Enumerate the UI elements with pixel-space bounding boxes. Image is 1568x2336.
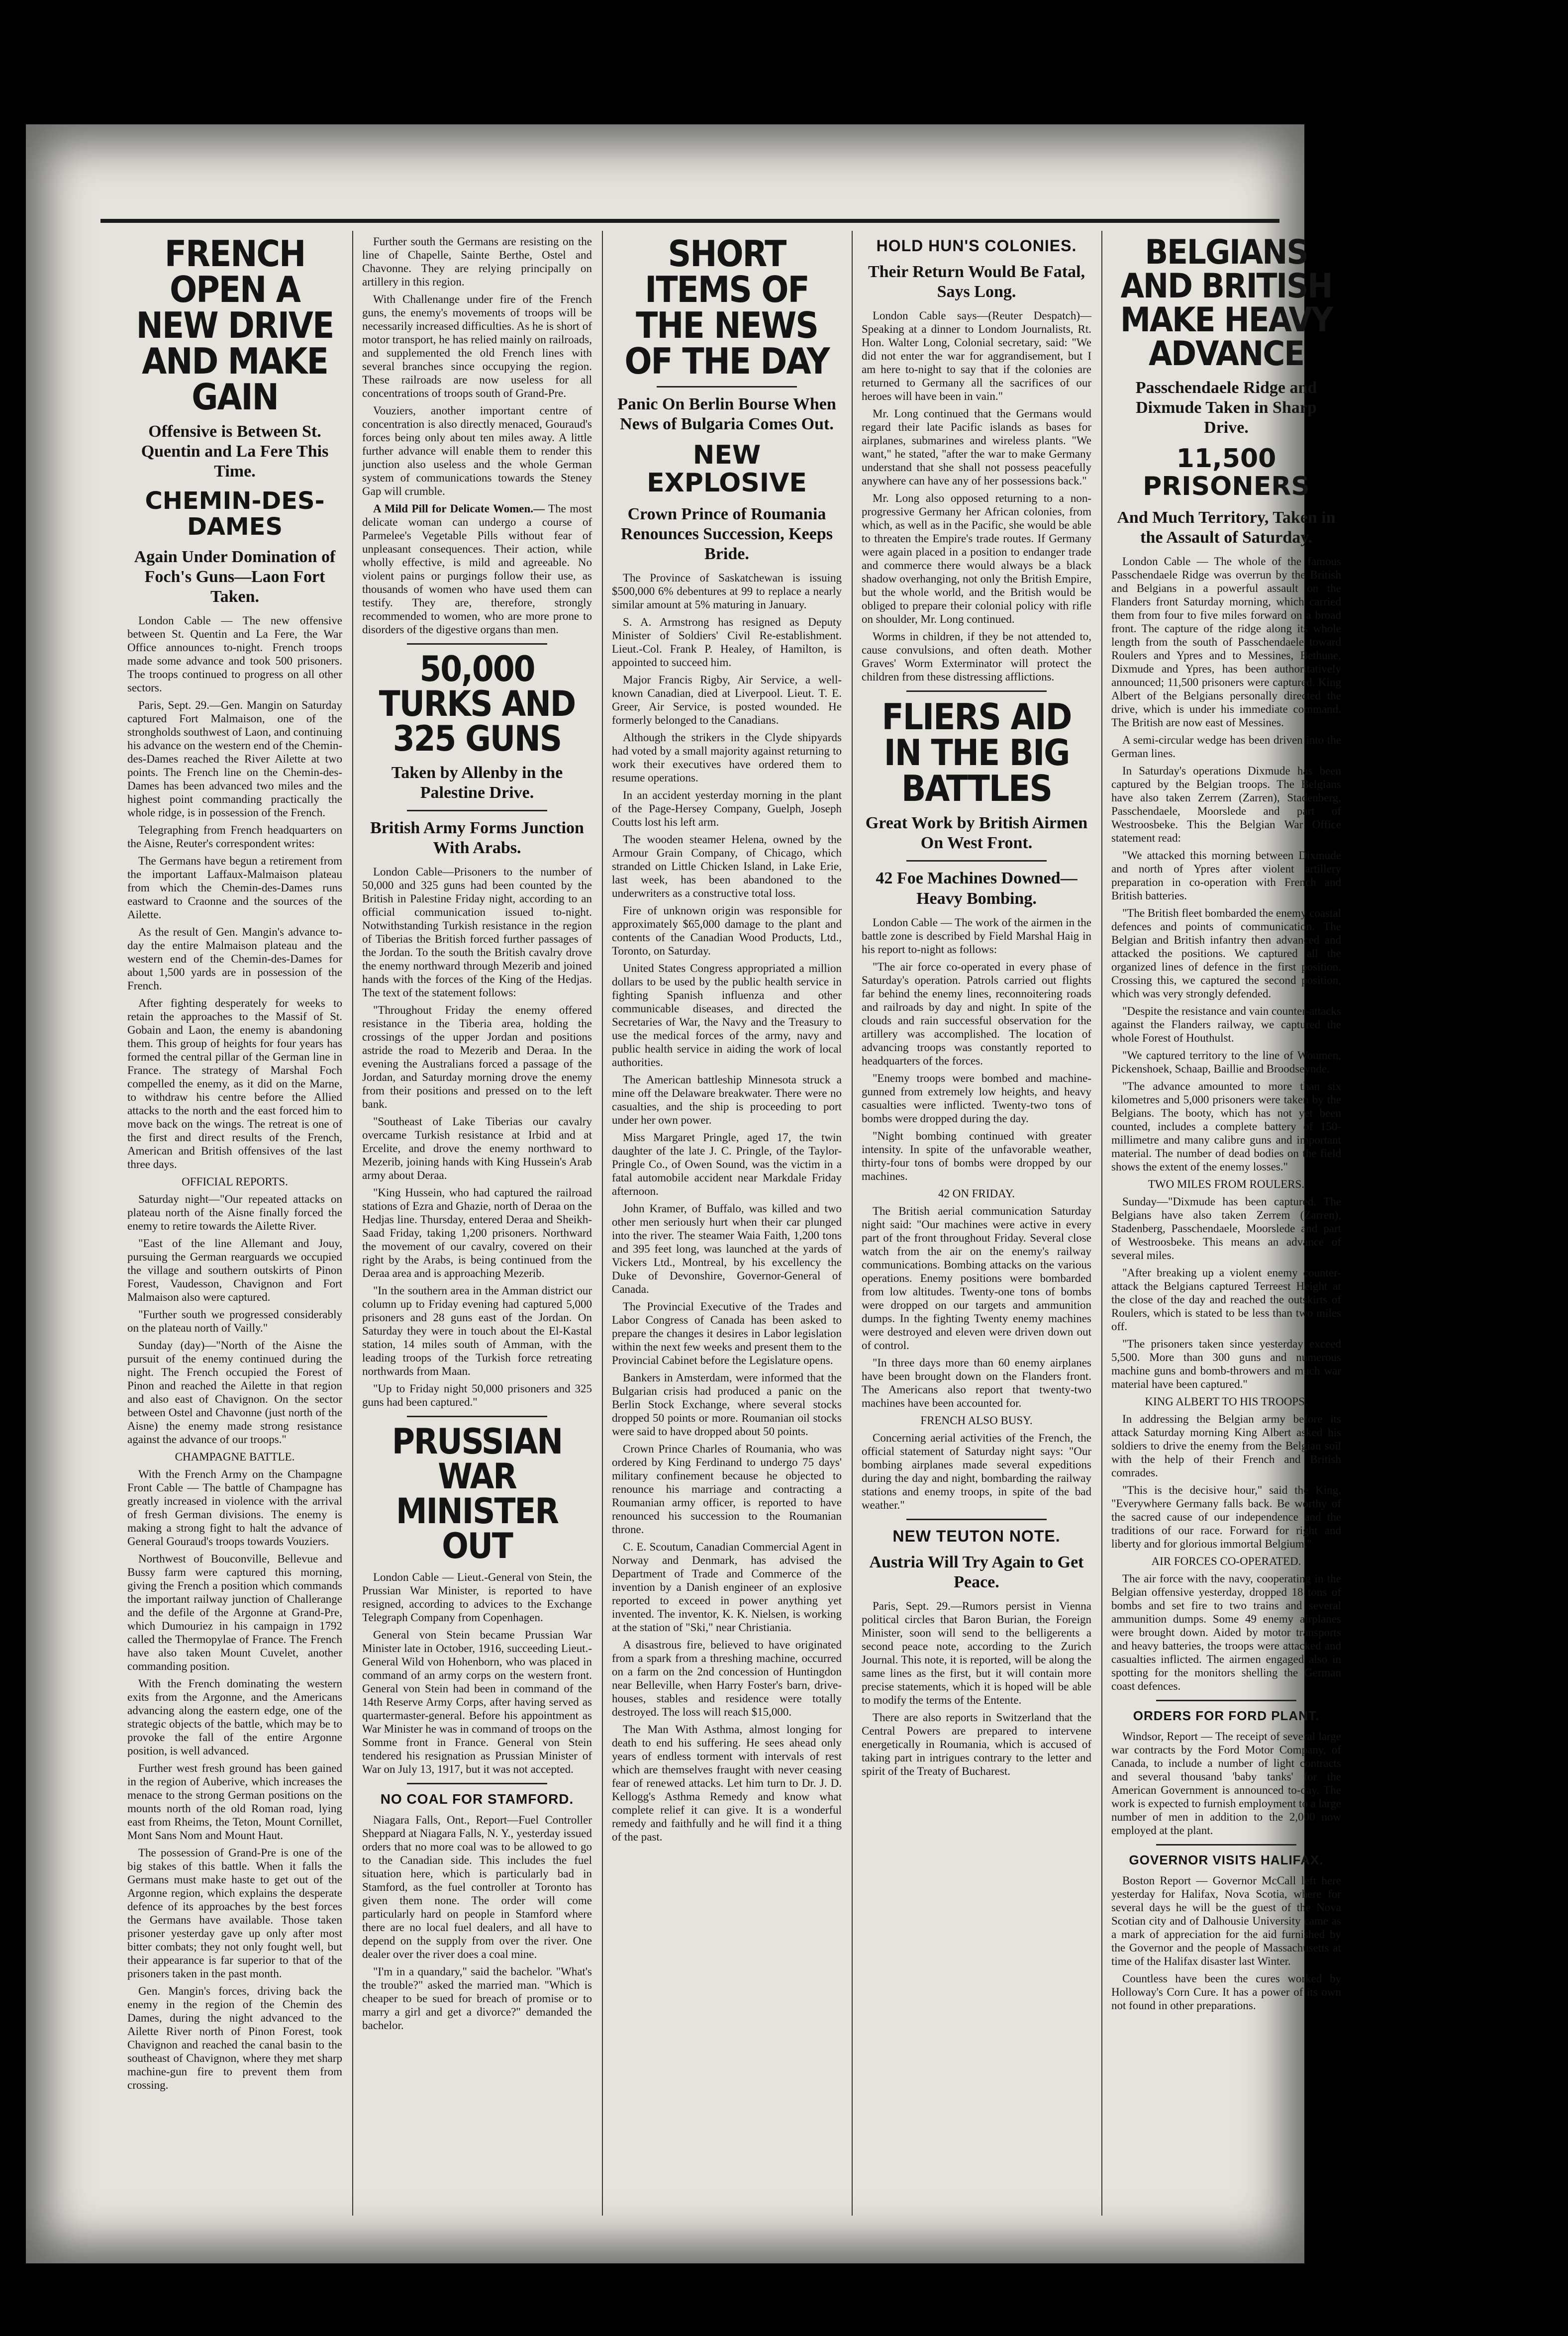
article-paragraph: London Cable says—(Reuter Despatch)—Speaking at a dinner to Londom Journalists, Rt. Hon. Walter Long, Colonial secretary, said: "We did not enter the war for aggrandisement, but I am here to-night to say that if the colonies are returned to Germany all the sacrifices of our heroes will have been in vain." bbox=[862, 309, 1091, 403]
article-paragraph: London Cable—Prisoners to the number of 50,000 and 325 guns had been counted by the British in Palestine Friday night, according to an official communication issued to-night. Notwithstanding Turkish resistance in the region of Tiberias the British forced further passages of the Jordan. To the south the British cavalry drove the enemy northward through Mezerib and joined hands with the forces of the King of the Hedjas. The text of the statement follows: bbox=[362, 866, 592, 999]
subhead-chemin: CHEMIN-DES-DAMES bbox=[145, 487, 325, 541]
deck-colonies: Their Return Would Be Fatal, Says Long. bbox=[868, 263, 1085, 301]
article-paragraph: Sunday—"Dixmude has been captured. The Belgians have also taken Zerrem (Zarren), Stadenberg, Passchendaele, Moorslede and part of Westroosbeke. This means an advance of several miles. bbox=[1111, 1195, 1341, 1262]
article-paragraph: The Man With Asthma, almost longing for death to end his suffering. He sees ahead only years of endless torment with intervals of rest which are themselves fraught with never ceasing fear of renewed attacks. Let him turn to Dr. J. D. Kellogg's Asthma Remedy and know what complete relief it can give. It is a wonderful remedy and faithfully and he will find it a thing of the past. bbox=[612, 1723, 842, 1843]
article-paragraph: London Cable — The work of the airmen in the battle zone is described by Field Marshal Haig in his report to-night as follows: bbox=[862, 916, 1091, 956]
subhead-ford: ORDERS FOR FORD PLANT. bbox=[1133, 1708, 1320, 1723]
ad-parmelee bbox=[362, 502, 592, 636]
article-paragraph: Paris, Sept. 29.—Rumors persist in Vienna political circles that Baron Burian, the Foreign Minister, soon will send to the belligerents a second peace note, according to the Zurich Journal. This note, it is reported, will be along the same lines as the first, but it will contain more precise statements, which it is hoped will be able to modify the terms of the Entente. bbox=[862, 1599, 1091, 1706]
divider bbox=[1156, 1844, 1296, 1846]
body-teuton bbox=[860, 1599, 1093, 1778]
body-short-items bbox=[610, 571, 844, 1844]
headline-fliers: FLIERS AID IN THE BIG BATTLES bbox=[882, 696, 1072, 810]
column-1 bbox=[125, 231, 344, 2216]
column-rule-1 bbox=[352, 231, 353, 2216]
ad-parmelee-title: A Mild Pill for Delicate Women.— bbox=[373, 502, 545, 515]
top-rule bbox=[100, 219, 1279, 223]
column-5 bbox=[1109, 231, 1343, 2216]
deck-fliers-2: 42 Foe Machines Downed—Heavy Bombing. bbox=[876, 869, 1078, 908]
headline-belgians: BELGIANS AND BRITISH MAKE HEAVY ADVANCE bbox=[1120, 233, 1333, 374]
article-paragraph: "This is the decisive hour," said the King. "Everywhere Germany falls back. Be worthy of the sacred cause of our independence and the traditions of our race. Forward for right and liberty and for glorious immortal Belgium." bbox=[1111, 1483, 1341, 1550]
article-paragraph: The American battleship Minnesota struck a mine off the Delaware breakwater. There were no casualties, and the ship is proceeding to port under her own power. bbox=[612, 1073, 842, 1126]
article-paragraph: With Challenange under fire of the French guns, the enemy's movements of troops will be necessarily increased difficulties. As he is short of motor transport, he has relied mainly on railroads, and supplemented the old French lines with several branches since occupying the region. These railroads are now useless for all concentrations of troops south of Grand-Pre. bbox=[362, 293, 592, 399]
article-paragraph: London Cable — Lieut.-General von Stein, the Prussian War Minister, is reported to have resigned, according to advices to the Exchange Telegraph Company from Copenhagen. bbox=[362, 1571, 592, 1624]
article-paragraph: John Kramer, of Buffalo, was killed and two other men seriously hurt when their car plunged into the river. The steamer Waia Faith, 1,200 tons and 395 feet long, was launched at the yards of Vickers Ltd., Montreal, by his excellency the Duke of Devonshire, Governor-General of Canada. bbox=[612, 1202, 842, 1295]
deck-turks-2: British Army Forms Junction With Arabs. bbox=[370, 819, 584, 858]
newspaper-page bbox=[26, 124, 1342, 2263]
article-paragraph: The Province of Saskatchewan is issuing $500,000 6% debentures at 99 to replace a nearly similar amount at 5% maturing in January. bbox=[612, 571, 842, 611]
article-paragraph: Miss Margaret Pringle, aged 17, the twin daughter of the late J. C. Pringle, of the Taylor-Pringle Co., of Owen Sound, was the victim in a fatal automobile accident near Markdale Friday afternoon. bbox=[612, 1131, 842, 1197]
article-paragraph: "Up to Friday night 50,000 prisoners and 325 guns had been captured." bbox=[362, 1382, 592, 1409]
divider bbox=[906, 690, 1047, 692]
deck-french-2: Again Under Domination of Foch's Guns—Laon Fort Taken. bbox=[134, 547, 336, 606]
headline-french-drive: FRENCH OPEN A NEW DRIVE AND MAKE GAIN bbox=[136, 233, 334, 418]
headline-prussian: PRUSSIAN WAR MINISTER OUT bbox=[392, 1421, 563, 1567]
article-paragraph: The Provincial Executive of the Trades and Labor Congress of Canada has been asked to prepare the changes it desires in Labor legislation within the next few weeks and present them to the Provincial Cabinet before the Legislature opens. bbox=[612, 1300, 842, 1366]
deck-roumania: Crown Prince of Roumania Renounces Succession, Keeps Bride. bbox=[621, 504, 833, 563]
article-paragraph: In Saturday's operations Dixmude has been captured by the Belgian troops. The Belgians have also taken Zerrem (Zarren), Stadenberg, Passchendaele, Moorslede and part of Westroosbeke. This the Belgian War Office statement read: bbox=[1111, 764, 1341, 844]
article-paragraph: "In the southern area in the Amman district our column up to Friday evening had captured 5,000 prisoners and 28 guns east of the Jordan. On Saturday they were in touch about the El-Kastal station, 14 miles south of Amman, with the leading troops of the Turkish force retreating northwards from Maan. bbox=[362, 1284, 592, 1378]
article-paragraph: "The advance amounted to more than six kilometres and 5,000 prisoners were taken by the Belgians. The booty, which has not yet been counted, includes a complete battery of 150-millimetre and many calibre guns and important material. The number of dead bodies on the field shows the extent of the enemy losses." bbox=[1111, 1079, 1341, 1173]
article-paragraph: Boston Report — Governor McCall left here yesterday for Halifax, Nova Scotia, where for several days he will be the guest of the Nova Scotian city and of Dalhousie University came as a mark of appreciation for the aid furnished by the Governor and the people of Massachusetts at time of the Halifax disaster last Winter. bbox=[1111, 1874, 1341, 1967]
article-paragraph: Telegraphing from French headquarters on the Aisne, Reuter's correspondent writes: bbox=[127, 824, 342, 850]
deck-fliers-1: Great Work by British Airmen On West Front. bbox=[865, 814, 1088, 853]
article-paragraph: The Germans have begun a retirement from the important Laffaux-Malmaison plateau from which the Chemin-des-Dames runs eastward to Craonne and the sources of the Ailette. bbox=[127, 855, 342, 921]
divider bbox=[657, 386, 797, 388]
body-col2-top bbox=[360, 235, 594, 498]
article-paragraph: Windsor, Report — The receipt of several large war contracts by the Ford Motor Company, of Canada, to include a number of light contracts and several thousand 'baby tanks' for the American Government is announced to-day. The work is expected to furnish employment to a large number of men in addition to the 2,000 now employed at the plant. bbox=[1111, 1730, 1342, 1837]
article-paragraph: In addressing the Belgian army before its attack Saturday morning King Albert asked his soldiers to drive the enemy from the Belgian soil with the help of their French and British comrades. bbox=[1111, 1412, 1341, 1479]
article-paragraph: Although the strikers in the Clyde shipyards had voted by a small majority against returning to work their executives have ordered them to resume operations. bbox=[612, 731, 842, 784]
article-paragraph: A semi-circular wedge has been driven into the German lines. bbox=[1111, 733, 1341, 760]
body-halifax bbox=[1109, 1874, 1343, 2012]
ad-parmelee-text: The most delicate woman can undergo a course of Parmelee's Vegetable Pills without fear of unpleasant consequences. Their action, while wholly effective, is mild and agreeable. No violent pains or purgings follow their use, as thousands of women who have used them can testify. They are, therefore, strongly recommended to women, who are more prone to disorders of the digestive organs than men. bbox=[362, 502, 592, 636]
article-paragraph: "In three days more than 60 enemy airplanes have been brought down on the Flanders front. The Americans also report that twenty-two machines have been accounted for. bbox=[862, 1356, 1091, 1409]
deck-french-1: Offensive is Between St. Quentin and La Fere This Time. bbox=[141, 422, 329, 481]
article-paragraph: Niagara Falls, Ont., Report—Fuel Controller Sheppard at Niagara Falls, N. Y., yesterday issued orders that no more coal was to be allowed to go to the Canadian side. This includes the fuel situation here, which is particularly bad in Stamford, as the fuel controller at Toronto has given them none. The order will come particularly hard on people in Stamford where there are no local fuel dealers, and all have to depend on the supply from over the river. One dealer over the river does a coal mine. bbox=[362, 1814, 592, 1961]
article-paragraph: "Throughout Friday the enemy offered resistance in the Tiberia area, holding the crossings of the upper Jordan and positions astride the road to Mezerib and Deraa. In the evening the Australians forced a passage of the Jordan, and Saturday morning drove the enemy from their positions and pressed on to the left bank. bbox=[362, 1004, 592, 1111]
column-3 bbox=[610, 231, 844, 2216]
column-2 bbox=[360, 231, 594, 2216]
article-paragraph: TWO MILES FROM ROULERS. bbox=[1148, 1177, 1305, 1190]
subhead-explosive: NEW EXPLOSIVE bbox=[647, 440, 807, 498]
article-paragraph: Concerning aerial activities of the French, the official statement of Saturday night says: "Our bombing airplanes made several expeditions during the day and night, bombarding the railway stations and enemy troops, in spite of the bad weather." bbox=[862, 1431, 1091, 1511]
article-paragraph: "Enemy troops were bombed and machine-gunned from extremely low heights, and heavy casualties were inflicted. Twenty-two tons of bombs were dropped during the day. bbox=[862, 1071, 1091, 1125]
article-paragraph: London Cable — The new offensive between St. Quentin and La Fere, the War Office announces to-night. French troops made some advance and took 500 prisoners. The troops continued to progress on all other sectors. bbox=[127, 614, 342, 694]
article-paragraph: OFFICIAL REPORTS. bbox=[182, 1175, 288, 1188]
body-fliers bbox=[860, 916, 1093, 1512]
article-paragraph: "Night bombing continued with greater intensity. In spite of the unfavorable weather, thirty-four tons of bombs were dropped by our machines. bbox=[862, 1129, 1091, 1182]
subhead-halifax: GOVERNOR VISITS HALIFAX. bbox=[1129, 1852, 1324, 1867]
article-paragraph: S. A. Armstrong has resigned as Deputy Minister of Soldiers' Civil Re-establishment. Lieut.-Col. Frank P. Healey, of Hamilton, is appointed to succeed him. bbox=[612, 615, 842, 669]
body-french bbox=[125, 614, 344, 2092]
article-paragraph: Vouziers, another important centre of concentration is also directly menaced, Gouraud's forces being only about ten miles away. A little further advance will enable them to render this junction also useless and the whole German system of communications towards the Steney Gap will crumble. bbox=[362, 404, 592, 497]
article-paragraph: The wooden steamer Helena, owned by the Armour Grain Company, of Chicago, which stranded on Little Chicken Island, in Lake Erie, last week, has been abandoned to the underwriters as a constructive total loss. bbox=[612, 833, 842, 899]
article-paragraph: Mr. Long also opposed returning to a non-progressive Germany her African colonies, from which, as well as in the Pacific, she would be able to threaten the Empire's trade routes. If Germany were again placed in a position to endanger trade and commerce there would always be a black shadow overhanging, not only the British Empire, but the whole world, and the British would be obliged to prepare their colonial policy with rifle on shoulder, Mr. Long continued. bbox=[862, 492, 1091, 626]
article-paragraph: Further south the Germans are resisting on the line of Chapelle, Sainte Berthe, Ostel and Chavonne. They are relying principally on artillery in this region. bbox=[362, 235, 592, 288]
article-paragraph: "We attacked this morning between Dixmude and north of Ypres after violent artillery preparation in co-operation with French and British batteries. bbox=[1111, 849, 1341, 902]
article-paragraph: Major Francis Rigby, Air Service, a well-known Canadian, died at Liverpool. Lieut. T. E. Greer, Air Service, is posted wounded. He formerly belonged to the Canadians. bbox=[612, 673, 842, 726]
column-4 bbox=[860, 231, 1093, 2216]
divider bbox=[906, 1519, 1047, 1520]
article-paragraph: There are also reports in Switzerland that the Central Powers are prepared to intervene energetically in Roumania, which is accused of taking part in intrigues contrary to the letter and spirit of the Treaty of Bucharest. bbox=[862, 1711, 1091, 1777]
article-paragraph: General von Stein became Prussian War Minister late in October, 1916, succeeding Lieut.-General Wild von Hohenborn, who was placed in command of an army corps on the western front. General von Stein had been in command of the 14th Reserve Army Corps, after having served as quartermaster-general. Before his appointment as War Minister he was in command of troops on the Somme front in France. General von Stein tendered his resignation as Prussian Minister of War on July 13, 1917, but it was not accepted. bbox=[362, 1629, 592, 1776]
article-paragraph: Gen. Mangin's forces, driving back the enemy in the region of the Chemin des Dames, during the night advanced to the Ailette River north of Pinon Forest, took Chavignon and reached the canal basin to the southeast of Chavignon, where they met sharp machine-gun fire to prevent them from crossing. bbox=[127, 1985, 342, 2092]
column-rule-4 bbox=[1101, 231, 1102, 2216]
article-paragraph: London Cable — The whole of the famous Passchendaele Ridge was overrun by the British and Belgians in a powerful assault on the Flanders front Saturday morning, which carried them from four to five miles forward on a broad front. The capture of the ridge along its whole length from the south of Passchendaele toward Roulers and Ypres and to Messines, Bethune, Dixmude and Ypres, has been authoritatively announced; 11,500 prisoners were captured. King Albert of the Belgians personally directed the drive, which is under his immediate command. The British are now east of Messines. bbox=[1111, 555, 1341, 729]
headline-short-items: SHORT ITEMS OF THE NEWS OF THE DAY bbox=[624, 233, 829, 382]
article-paragraph: CHAMPAGNE BATTLE. bbox=[175, 1451, 295, 1463]
body-colonies bbox=[860, 309, 1093, 683]
article-paragraph: "After breaking up a violent enemy counter-attack the Belgians captured Terreest Height at the close of the day and reached the outskirts of Roulers, which is stated to be less than two miles off. bbox=[1111, 1266, 1341, 1333]
divider bbox=[407, 1416, 547, 1417]
article-paragraph: C. E. Scoutum, Canadian Commercial Agent in Norway and Denmark, has advised the Department of Trade and Commerce of the invention by a Danish engineer of an explosive reported to exceed in power anything yet invented. The inventor, K. K. Nielsen, is working at the station of "Ski," near Christiania. bbox=[612, 1540, 842, 1634]
article-paragraph: FRENCH ALSO BUSY. bbox=[920, 1414, 1033, 1427]
divider bbox=[1156, 1700, 1296, 1701]
article-paragraph: Mr. Long continued that the Germans would regard their late Pacific islands as bases for airplanes, submarines and wireless plants. "We want," he stated, "after the war to make Germany understand that she shall not possess peacefully anywhere can have any of her possessions back." bbox=[862, 407, 1091, 487]
article-paragraph: As the result of Gen. Mangin's advance to-day the entire Malmaison plateau and the western end of the Chemin-des-Dames for about 1,500 yards are in possession of the French. bbox=[127, 926, 342, 992]
article-paragraph: "The prisoners taken since yesterday exceed 5,500. More than 300 guns and numerous machine guns and bomb-throwers and much war material have been captured." bbox=[1111, 1337, 1341, 1390]
subhead-stamford: NO COAL FOR STAMFORD. bbox=[380, 1791, 574, 1807]
divider bbox=[906, 860, 1047, 862]
deck-teuton: Austria Will Try Again to Get Peace. bbox=[869, 1553, 1084, 1591]
body-turks bbox=[360, 865, 594, 1409]
headline-turks: 50,000 TURKS AND 325 GUNS bbox=[379, 649, 576, 759]
article-paragraph: Fire of unknown origin was responsible for approximately $65,000 damage to the plant and contents of the Canadian Wood Products, Ltd., Toronto, on Saturday. bbox=[612, 904, 842, 957]
article-paragraph: Countless have been the cures worked by Holloway's Corn Cure. It has a power of its own not found in other preparations. bbox=[1111, 1972, 1341, 2012]
divider bbox=[407, 643, 547, 645]
column-rule-3 bbox=[852, 231, 853, 2216]
article-paragraph: "I'm in a quandary," said the bachelor. "What's the trouble?" asked the married man. "Which is cheaper to be sued for breach of promise or to marry a girl and get a divorce?" demanded the bachelor. bbox=[362, 1965, 592, 2032]
body-stamford bbox=[360, 1813, 594, 2032]
article-paragraph: With the French Army on the Champagne Front Cable — The battle of Champagne has greatly increased in violence with the arrival of fresh German divisions. The enemy is making a strong fight to halt the advance of General Gouraud's troops towards Vouziers. bbox=[127, 1468, 342, 1548]
article-paragraph: Northwest of Bouconville, Bellevue and Bussy farm were captured this morning, giving the French a position which commands the important railway junction of Challerange and the defile of the Argonne at Grand-Pre, which Dumouriez in his campaign in 1792 called the Thermopylae of France. The French have also taken Mount Cuvelet, another commanding position. bbox=[127, 1553, 342, 1673]
article-paragraph: Saturday night—"Our repeated attacks on plateau north of the Aisne finally forced the enemy to retire towards the Ailette River. bbox=[127, 1193, 342, 1233]
article-paragraph: KING ALBERT TO HIS TROOPS. bbox=[1145, 1395, 1308, 1408]
deck-berlin: Panic On Berlin Bourse When News of Bulgaria Comes Out. bbox=[617, 395, 836, 434]
body-belgians bbox=[1109, 555, 1343, 1693]
article-paragraph: The air force with the navy, cooperating in the Belgian offensive yesterday, dropped 18 tons of bombs and set fire to two trains and several ammunition dumps. Some 49 enemy airplanes were brought down. Aided by motor transports and heavy batteries, the troops were attacked and casualties inflicted. The airmen engaged also in spotting for the monitors shelling the German coast defences. bbox=[1111, 1572, 1341, 1692]
article-paragraph: "We captured territory to the line of Woumen, Pickenshoek, Schaap, Baillie and Broodseynde. bbox=[1111, 1049, 1341, 1075]
article-paragraph: The possession of Grand-Pre is one of the big stakes of this battle. When it falls the Germans must make haste to get out of the Argonne region, which explains the desperate defence of its approaches by the best forces the Germans have available. Those taken prisoner yesterday gave up only after most bitter combats; they not only fought well, but their appearance is far superior to that of the prisoners taken in the past month. bbox=[127, 1847, 342, 1980]
article-paragraph: Worms in children, if they be not attended to, cause convulsions, and often death. Mother Graves' Worm Exterminator will protect the children from these distressing afflictions. bbox=[862, 630, 1091, 683]
article-paragraph: "East of the line Allemant and Jouy, pursuing the German rearguards we occupied the village and southern outskirts of Pinon Forest, Vaudesson, Chavignon and Fort Malmaison also were captured. bbox=[127, 1237, 342, 1304]
article-paragraph: "The air force co-operated in every phase of Saturday's operation. Patrols carried out flights far behind the enemy lines, reconnoitering roads and railroads by day and night. In spite of the clouds and rain successful observation for the artillery was accomplished. The location of advancing troops was constantly reported to headquarters of the forces. bbox=[862, 960, 1091, 1067]
article-paragraph: Sunday (day)—"North of the Aisne the pursuit of the enemy continued during the night. The French occupied the Forest of Pinon and reached the Ailette in that region and also east of Chavignon. On the sector between Ostel and Chavonne (just north of the Aisne) the enemy made strong resistance against the advance of our troops." bbox=[127, 1339, 342, 1446]
deck-territory: And Much Territory, Taken in the Assault of Saturday. bbox=[1117, 508, 1336, 547]
column-rule-2 bbox=[602, 231, 603, 2216]
article-paragraph: "Further south we progressed considerably on the plateau north of Vailly." bbox=[127, 1308, 342, 1335]
article-paragraph: In an accident yesterday morning in the plant of the Page-Hersey Company, Guelph, Joseph Coutts lost his left arm. bbox=[612, 788, 842, 828]
article-paragraph: Further west fresh ground has been gained in the region of Auberive, which increases the menace to the strong German positions on the mounts north of the old Roman road, lying east from Rheims, the Teton, Mount Cornillet, Mont Sans Nom and Mount Haut. bbox=[127, 1762, 342, 1842]
deck-passchendaele: Passchendaele Ridge and Dixmude Taken in Sharp Drive. bbox=[1135, 379, 1317, 437]
subhead-teuton: NEW TEUTON NOTE. bbox=[892, 1527, 1061, 1545]
article-paragraph: Paris, Sept. 29.—Gen. Mangin on Saturday captured Fort Malmaison, one of the strongholds southwest of Laon, and continuing his advance on the western end of the Chemin-des-Dames reached the River Ailette at two points. The French line on the Chemin-des-Dames has been advanced two miles and the highest point commanding practically the whole ridge, is in possession of the French. bbox=[127, 699, 342, 819]
article-paragraph: After fighting desperately for weeks to retain the approaches to the Massif of St. Gobain and Laon, the enemy is abandoning them. This group of heights for four years has formed the central pillar of the German line in France. The strategy of Marshal Foch compelled the enemy, as it did on the Marne, to withdraw his centre before the Allied attacks to the north and the east forced him to move back on the wings. The retreat is one of the first and direct results of the French, American and British offensives of the last three days. bbox=[127, 997, 342, 1171]
article-paragraph: A disastrous fire, believed to have originated from a spark from a threshing machine, occurred on a farm on the 2nd concession of Huntingdon near Belleville, when Harry Foster's barn, drive-houses, stables and residence were totally destroyed. The loss will reach $15,000. bbox=[612, 1638, 842, 1718]
article-paragraph: "King Hussein, who had captured the railroad stations of Ezra and Ghazie, north of Deraa on the Hedjas line. Thursday, entered Deraa and Sheikh-Saad Friday, taking 1,200 prisoners. Northward the movement of our cavalry, covered on their right by the Arabs, is being continued from the Deraa area and is approaching Mezerib. bbox=[362, 1186, 592, 1280]
subhead-hun-colonies: HOLD HUN'S COLONIES. bbox=[876, 237, 1077, 255]
article-paragraph: With the French dominating the western exits from the Argonne, and the Americans advancing along the eastern edge, one of the strategic objects of the battle, which may be to provoke the fall of the entire Argonne position, is well advanced. bbox=[127, 1677, 342, 1757]
divider bbox=[407, 1783, 547, 1784]
divider bbox=[407, 810, 547, 811]
body-prussian bbox=[360, 1570, 594, 1776]
article-paragraph: AIR FORCES CO-OPERATED. bbox=[1151, 1555, 1301, 1567]
article-paragraph: The British aerial communication Saturday night said: "Our machines were active in every part of the front throughout Friday. Several close watch from the air on the enemy's railway communications. Bombing attacks on the various operations. Enemy positions were bombarded from low altitudes. Twenty-one tons of bombs were dropped on our targets and ammunition dumps. In the fighting Twenty enemy machines were destroyed and eleven were driven down out of control. bbox=[862, 1204, 1091, 1352]
body-ford bbox=[1109, 1730, 1343, 1837]
article-paragraph: Crown Prince Charles of Roumania, who was ordered by King Ferdinand to undergo 75 days' military confinement because he objected to renounce his marriage and contracting a Roumanian army officer, is reported to have renounced his succession to the Roumanian throne. bbox=[612, 1442, 842, 1536]
article-paragraph: 42 ON FRIDAY. bbox=[938, 1187, 1015, 1200]
article-paragraph: "Despite the resistance and vain counter-attacks against the Flanders railway, we captured the whole Forest of Houthulst. bbox=[1111, 1004, 1341, 1044]
article-paragraph: "Southeast of Lake Tiberias our cavalry overcame Turkish resistance at Irbid and at Ercelite, and drove the enemy northward to Mezerib, joining hands with King Hussein's Arab army about Deraa. bbox=[362, 1115, 592, 1182]
article-paragraph: "The British fleet bombarded the enemy coastal defences and points of communication. The Belgian and British infantry then advanced and attacked the positions. We captured all the organized lines of defence in the first position. Crossing this, we captured the second position, which was very strongly defended. bbox=[1111, 906, 1341, 1000]
deck-turks-1: Taken by Allenby in the Palestine Drive. bbox=[391, 764, 563, 802]
article-paragraph: Bankers in Amsterdam, were informed that the Bulgarian crisis had produced a panic on the Berlin Stock Exchange, where several stocks dropped 50 points or more. Roumanian oil stocks were said to have dropped about 50 points. bbox=[612, 1371, 842, 1438]
article-paragraph: United States Congress appropriated a million dollars to be used by the public health service in fighting Spanish influenza and other communicable diseases, and directed the Secretaries of War, the Navy and the Treasury to use the medical forces of the army, navy and public health service in aiding the work of local authorities. bbox=[612, 962, 842, 1069]
subhead-prisoners: 11,500 PRISONERS bbox=[1143, 444, 1310, 502]
